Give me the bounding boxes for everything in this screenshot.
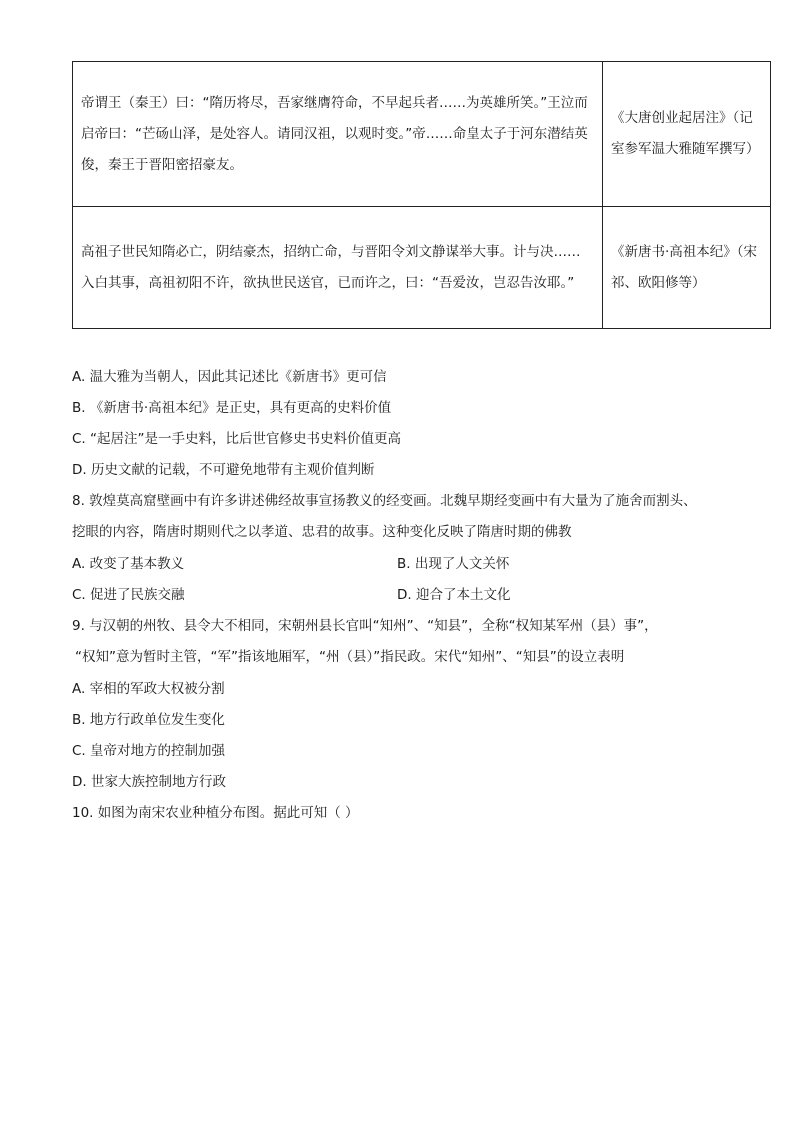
q8-stem-line1: 8. 敦煌莫高窟壁画中有许多讲述佛经故事宣扬教义的经变画。北魏早期经变画中有大量为了施舍而割头、	[72, 493, 697, 509]
q9-option-d[interactable]: D. 世家大族控制地方行政	[72, 774, 226, 790]
excerpt-cell: 帝谓王（秦王）曰：“隋历将尽，吾家继膺符命，不早起兵者……为英雄所笑。”王泣而启帝曰：“芒砀山泽，是处容人。请同汉祖，以观时变。”帝……命皇太子于河东潜结英俊，秦王于晋阳密招豪友。	[73, 62, 603, 207]
q9-stem-line2: “权知”意为暂时主管，“军”指该地厢军，“州（县）”指民政。宋代“知州”、“知县”的设立表明	[75, 649, 625, 665]
q7-option-d[interactable]: D. 历史文献的记载，不可避免地带有主观价值判断	[72, 462, 375, 478]
q9-option-a[interactable]: A. 宰相的军政大权被分割	[72, 681, 225, 697]
q8-option-c[interactable]: C. 促进了民族交融	[72, 587, 185, 603]
q9-option-c[interactable]: C. 皇帝对地方的控制加强	[72, 743, 226, 759]
excerpt-cell: 高祖子世民知隋必亡，阴结豪杰，招纳亡命，与晋阳令刘文静谋举大事。计与决……入白其事，高祖初阳不许，欲执世民送官，已而许之，曰：“吾爱汝，岂忍告汝耶。”	[73, 207, 603, 329]
table-row	[73, 207, 771, 329]
q8-option-a[interactable]: A. 改变了基本教义	[72, 556, 185, 572]
q7-option-b[interactable]: B. 《新唐书·高祖本纪》是正史，具有更高的史料价值	[72, 400, 392, 416]
q9-stem-line1: 9. 与汉朝的州牧、县令大不相同，宋朝州县长官叫“知州”、“知县”，全称“权知某军州（县）事”，	[72, 618, 658, 634]
q9-option-b[interactable]: B. 地方行政单位发生变化	[72, 712, 225, 728]
q7-option-c[interactable]: C. “起居注”是一手史料，比后世官修史书史料价值更高	[72, 431, 401, 447]
q10-stem: 10. 如图为南宋农业种植分布图。据此可知（ ）	[72, 805, 359, 821]
q8-option-d[interactable]: D. 迎合了本土文化	[397, 587, 511, 603]
source-cell: 《新唐书·高祖本纪》（宋祁、欧阳修等）	[603, 207, 771, 329]
table-row	[73, 62, 771, 207]
source-comparison-table	[72, 61, 771, 329]
q7-option-a[interactable]: A. 温大雅为当朝人，因此其记述比《新唐书》更可信	[72, 369, 387, 385]
q8-stem-line2: 挖眼的内容，隋唐时期则代之以孝道、忠君的故事。这种变化反映了隋唐时期的佛教	[72, 524, 572, 540]
source-cell: 《大唐创业起居注》（记室参军温大雅随军撰写）	[603, 62, 771, 207]
q8-option-b[interactable]: B. 出现了人文关怀	[397, 556, 510, 572]
